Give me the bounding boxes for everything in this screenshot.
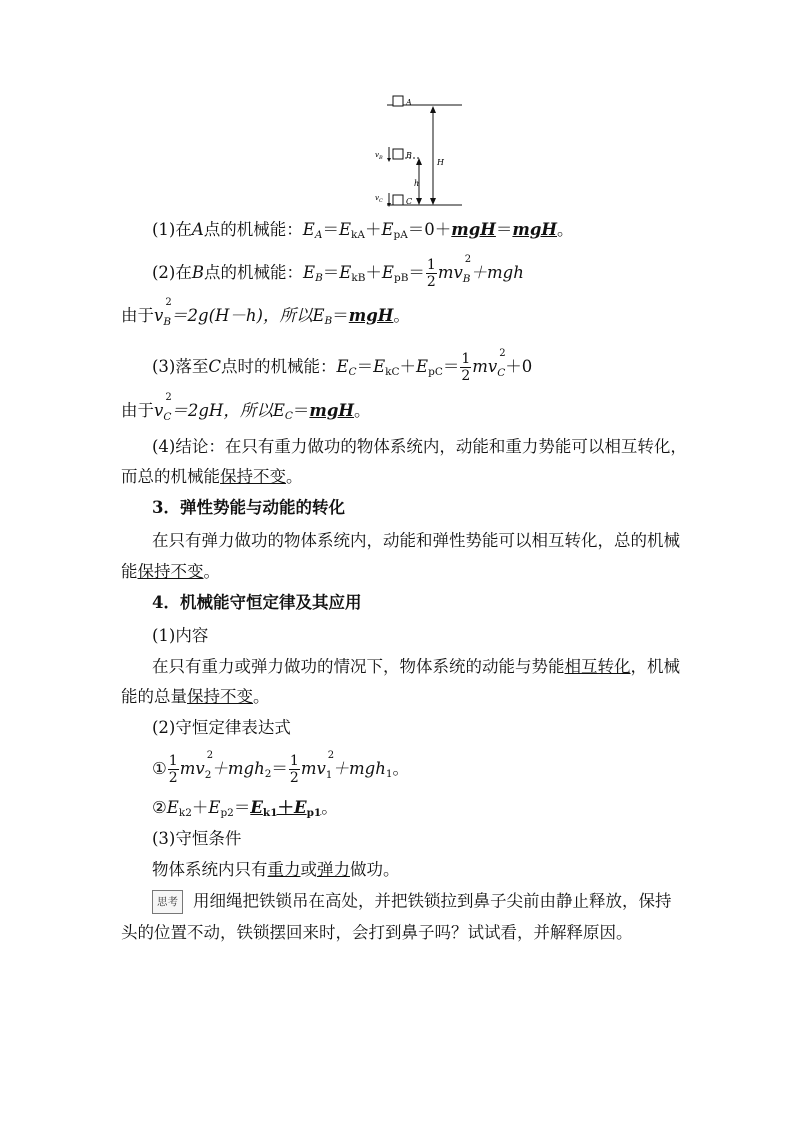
think-line-2: 头的位置不动，铁锁摆回来时，会打到鼻子吗？试试看，并解释原因。 xyxy=(121,923,633,942)
h-arrow-top xyxy=(430,106,436,113)
elastic-line-2: 能保持不变。 xyxy=(121,562,220,581)
label-c: C xyxy=(406,197,413,206)
small-h-arrow-top xyxy=(416,158,422,165)
label-big-h: H xyxy=(437,158,444,167)
answer-mgh-3: mgH xyxy=(348,306,394,325)
think-line-1: 思考 用细绳把铁锁吊在高处，并把铁锁拉到鼻子尖前由静止释放，保持 xyxy=(152,890,672,914)
answer-mgh-4: mgH xyxy=(309,401,355,420)
answer-mgh-1: mgH xyxy=(451,220,496,239)
block-a xyxy=(393,96,403,106)
formula-1: ① $\frac{1}{2}$ mv 2 $_2$＋mgh$_2$＝ $\frac{1}{2}$ mv 2 $_1$＋mgh$_1$。 xyxy=(152,750,410,786)
line-vc-squared: 由于v 2 $_C$＝2gH，所以$E_C=mgH$。 xyxy=(121,392,371,423)
subheading-content: (1)内容 xyxy=(152,626,209,645)
condition-line: 物体系统内只有重力或弹力做功。 xyxy=(152,860,400,879)
think-badge: 思考 xyxy=(152,890,183,914)
heading-conservation-law: 4．机械能守恒定律及其应用 xyxy=(152,593,362,612)
line-energy-at-a: (1)在A点的机械能：$E_A=E_{kA}+E_{pA}=0+mgH=mgH$。 xyxy=(152,220,574,241)
block-b xyxy=(393,149,403,159)
heading-elastic-energy: 3．弹性势能与动能的转化 xyxy=(152,498,345,517)
subheading-condition: (3)守恒条件 xyxy=(152,829,242,848)
fraction-half-f1a: $\frac{1}{2}$ xyxy=(168,753,178,786)
h-arrow-bottom xyxy=(430,198,436,205)
label-vb: $v_B$ xyxy=(375,151,383,161)
small-h-arrow-bottom xyxy=(416,198,422,205)
conclusion-line-1: (4)结论：在只有重力做功的物体系统内，动能和重力势能可以相互转化， xyxy=(152,437,687,456)
label-b: B xyxy=(406,151,412,160)
conclusion-line-2: 而总的机械能保持不变。 xyxy=(121,467,303,486)
answer-mgh-2: mgH xyxy=(512,220,557,239)
fraction-half-f1b: $\frac{1}{2}$ xyxy=(289,753,299,786)
subheading-expression: (2)守恒定律表达式 xyxy=(152,718,291,737)
label-small-h: h xyxy=(414,179,420,188)
content-line-1: 在只有重力或弹力做功的情况下，物体系统的动能与势能相互转化，机械 xyxy=(152,657,680,676)
line-energy-at-c: (3)落至C点时的机械能：$E_C=E_{kC}+E_{pC}=$ $\frac{1}{2}$ mv 2 $_C$＋0 xyxy=(152,348,533,384)
free-fall-figure xyxy=(0,0,794,210)
content-line-2: 能的总量保持不变。 xyxy=(121,687,270,706)
fraction-half-c: $\frac{1}{2}$ xyxy=(461,351,471,384)
answer-ek1-ep1: $E_{k1}+E_{p1}$ xyxy=(250,798,322,819)
fraction-half: $\frac{1}{2}$ xyxy=(426,257,436,290)
label-a: A xyxy=(406,98,412,107)
line-energy-at-b: (2)在B点的机械能：$E_B=E_{kB}+E_{pB}=$ $\frac{1}{2}$ mv 2 $_B$＋mgh xyxy=(152,254,524,290)
block-c xyxy=(393,195,403,205)
vb-arrow-head xyxy=(387,158,391,162)
formula-2: $②E_{k2}+E_{p2}=E_{k1}+E_{p1}$。 xyxy=(152,798,338,819)
label-vc: $v_C$ xyxy=(375,194,383,204)
elastic-line-1: 在只有弹力做功的物体系统内，动能和弹性势能可以相互转化，总的机械 xyxy=(152,531,680,550)
line-vb-squared: 由于v 2 $_B$＝2g(H－h)，所以$E_B=mgH$。 xyxy=(121,297,410,328)
